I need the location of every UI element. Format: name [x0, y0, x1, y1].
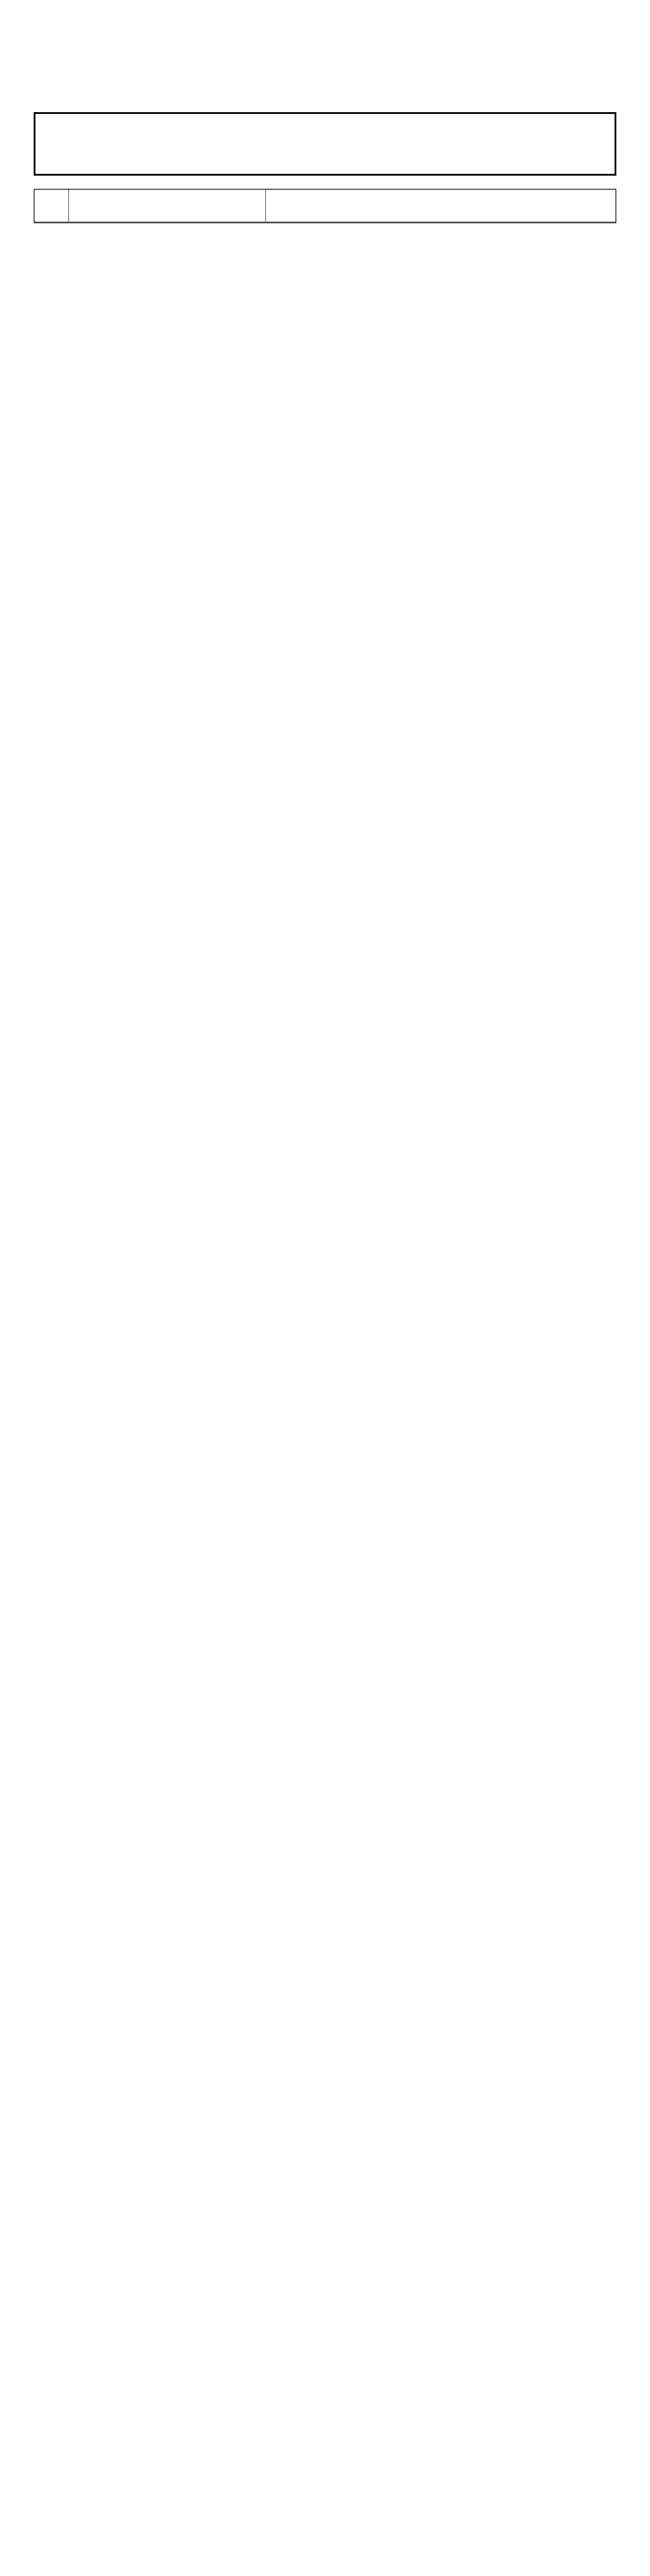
- header-line-1: [34, 45, 616, 58]
- header-line-3: [34, 71, 616, 84]
- signatory-designation: [34, 259, 616, 272]
- row-value: [266, 190, 615, 221]
- notice-title: [34, 112, 616, 176]
- row-number: [35, 190, 69, 221]
- notice-table: [34, 189, 616, 223]
- header-line-2: [34, 58, 616, 71]
- header-line-4: [34, 84, 616, 97]
- table-row: [35, 190, 615, 222]
- office-header: [34, 45, 616, 97]
- signatory-name: [34, 246, 616, 259]
- row-label: [69, 190, 266, 221]
- signature-block: [34, 246, 616, 272]
